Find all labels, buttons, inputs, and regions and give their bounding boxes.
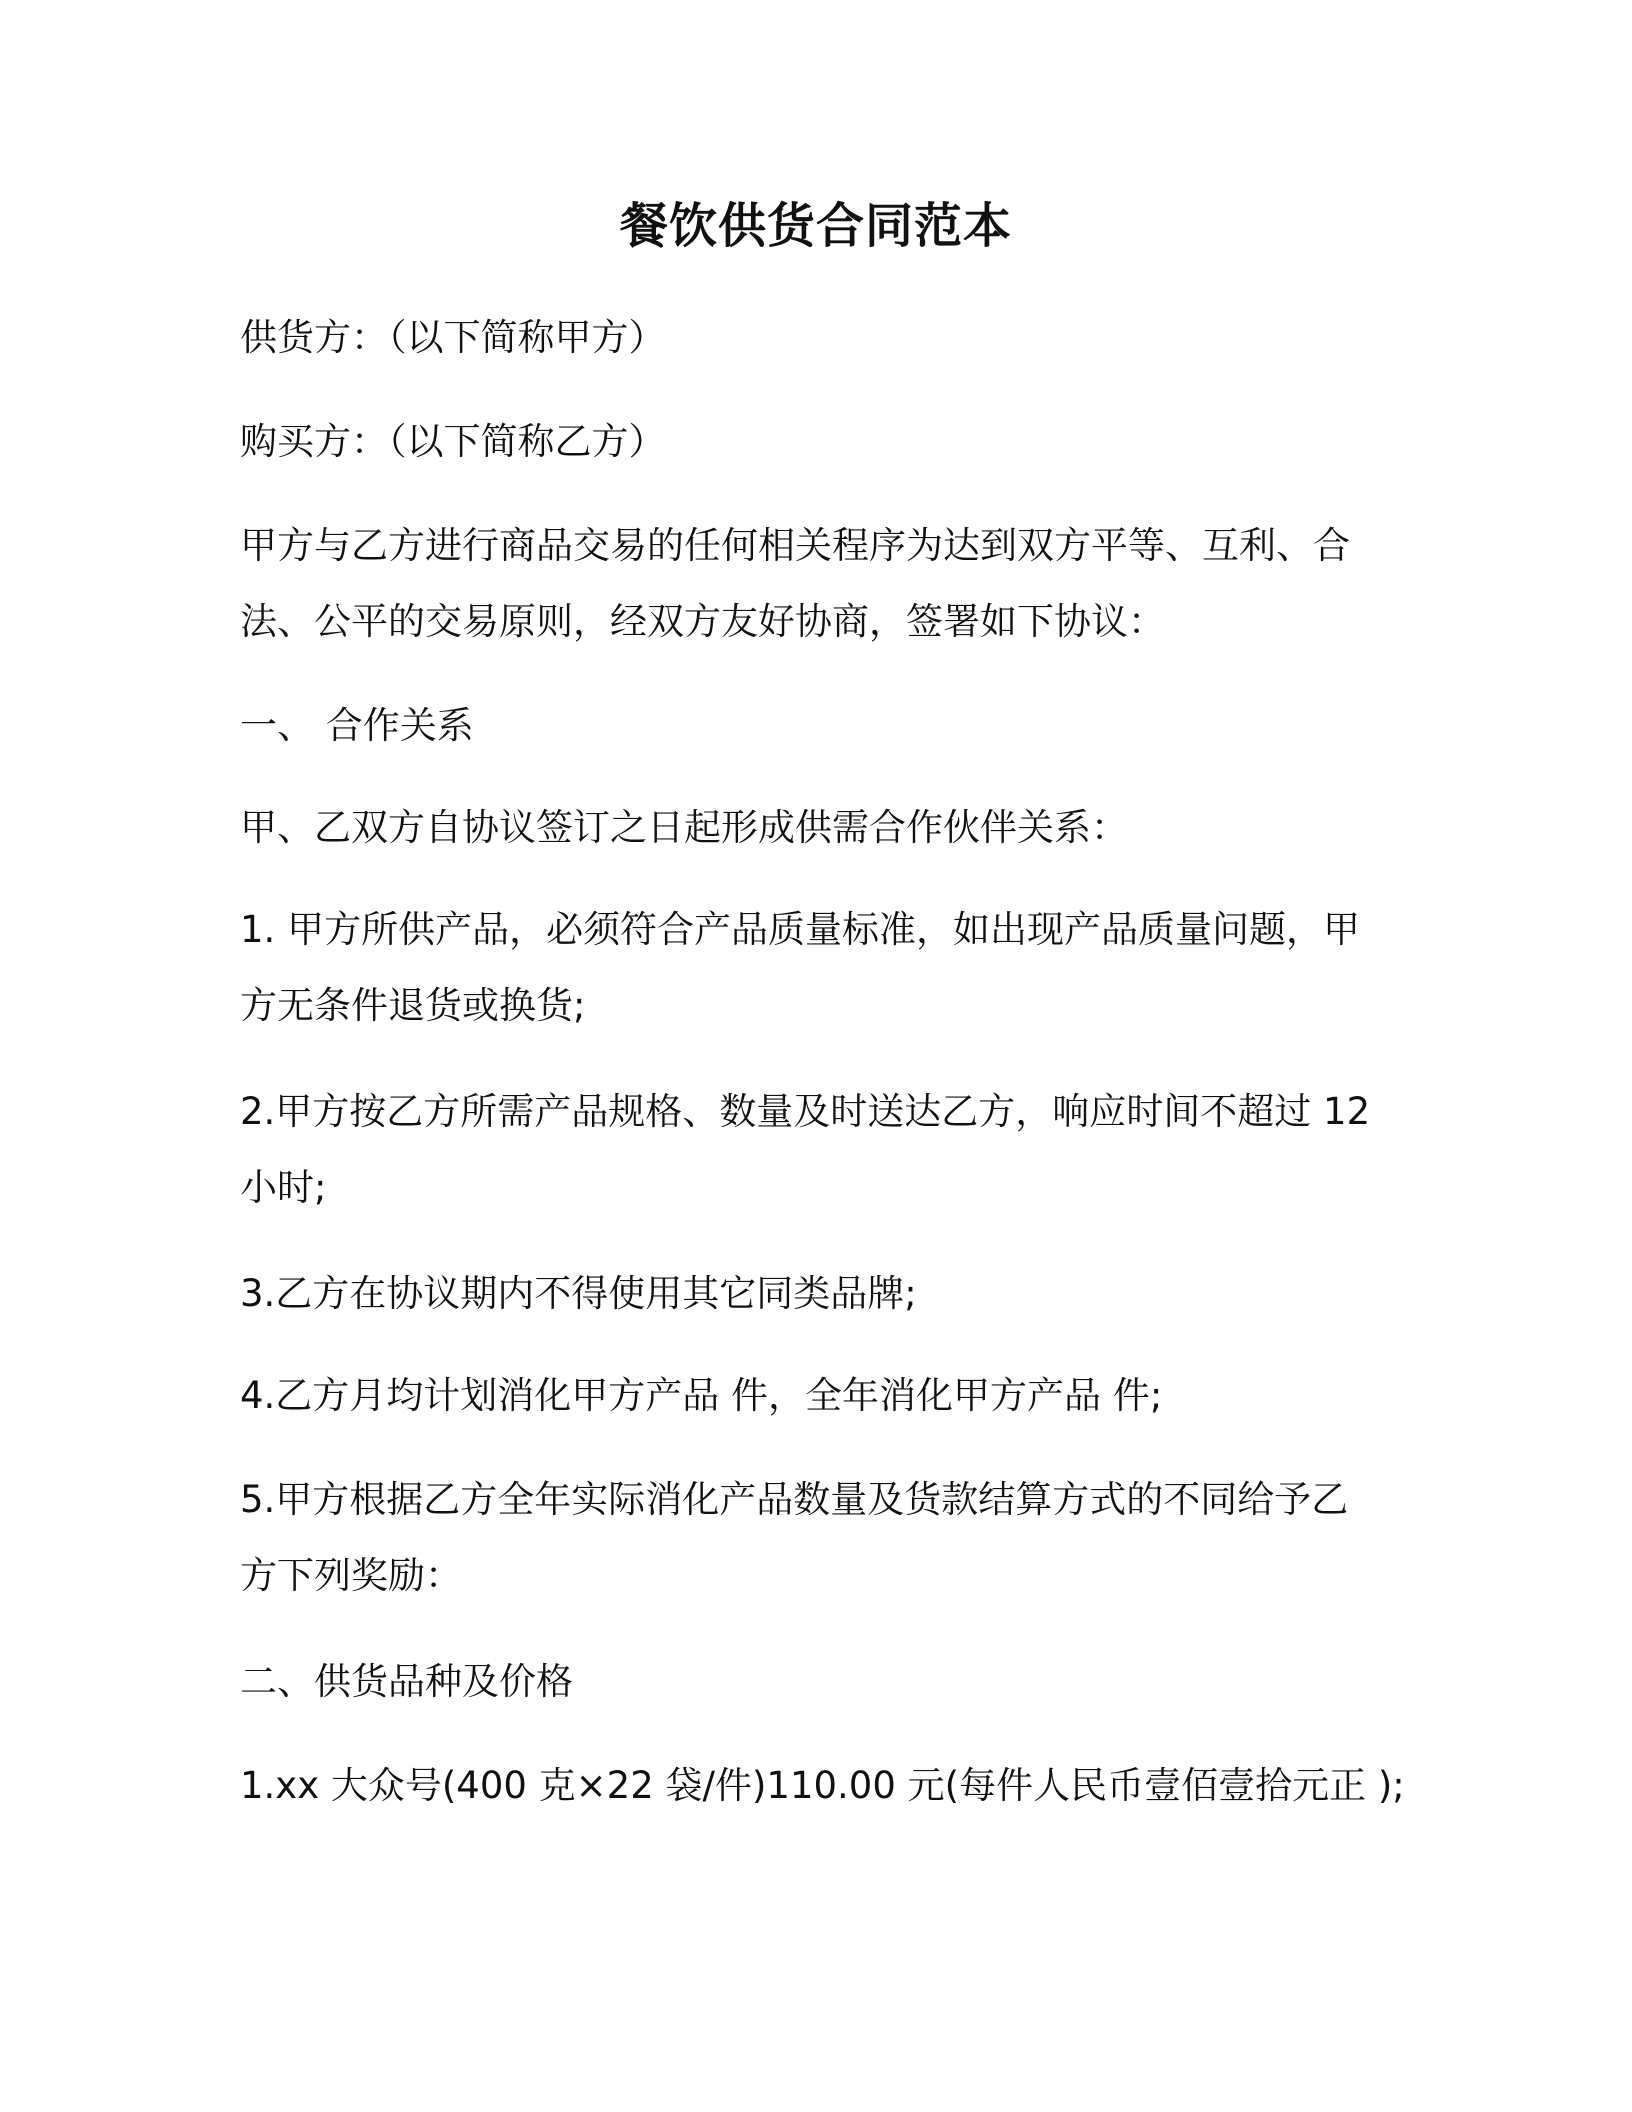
cooperation-lead: 甲、乙双方自协议签订之日起形成供需合作伙伴关系： [240, 806, 1128, 849]
clause-line: 方下列奖励： [240, 1554, 462, 1597]
clause-line: 小时; [240, 1166, 327, 1209]
clause-line: 方无条件退货或换货; [240, 984, 586, 1027]
intro-line: 甲方与乙方进行商品交易的任何相关程序为达到双方平等、互利、合 [240, 524, 1350, 567]
clause-1 [240, 892, 1390, 1044]
intro-line: 法、公平的交易原则，经双方友好协商，签署如下协议： [240, 600, 1165, 643]
clause-2 [240, 1074, 1390, 1226]
clause-line: 1. 甲方所供产品，必须符合产品质量标准，如出现产品质量问题，甲 [240, 908, 1361, 951]
clause-line: 5.甲方根据乙方全年实际消化产品数量及货款结算方式的不同给予乙 [240, 1478, 1349, 1521]
section-heading-cooperation: 一、 合作关系 [240, 704, 474, 747]
buyer-line: 购买方：（以下简称乙方） [240, 420, 666, 463]
clause-4: 4.乙方月均计划消化甲方产品 件，全年消化甲方产品 件; [240, 1374, 1163, 1417]
supplier-line: 供货方：（以下简称甲方） [240, 316, 666, 359]
clause-line: 2.甲方按乙方所需产品规格、数量及时送达乙方，响应时间不超过 12 [240, 1090, 1371, 1133]
document-title: 餐饮供货合同范本 [619, 198, 1012, 254]
clause-3: 3.乙方在协议期内不得使用其它同类品牌; [240, 1272, 917, 1315]
clause-5 [240, 1462, 1390, 1614]
price-item-1: 1.xx 大众号(400 克×22 袋/件)110.00 元(每件人民币壹佰壹拾元正 ); [240, 1764, 1405, 1807]
section-heading-products-prices: 二、供货品种及价格 [240, 1660, 573, 1703]
intro-paragraph [240, 508, 1390, 660]
